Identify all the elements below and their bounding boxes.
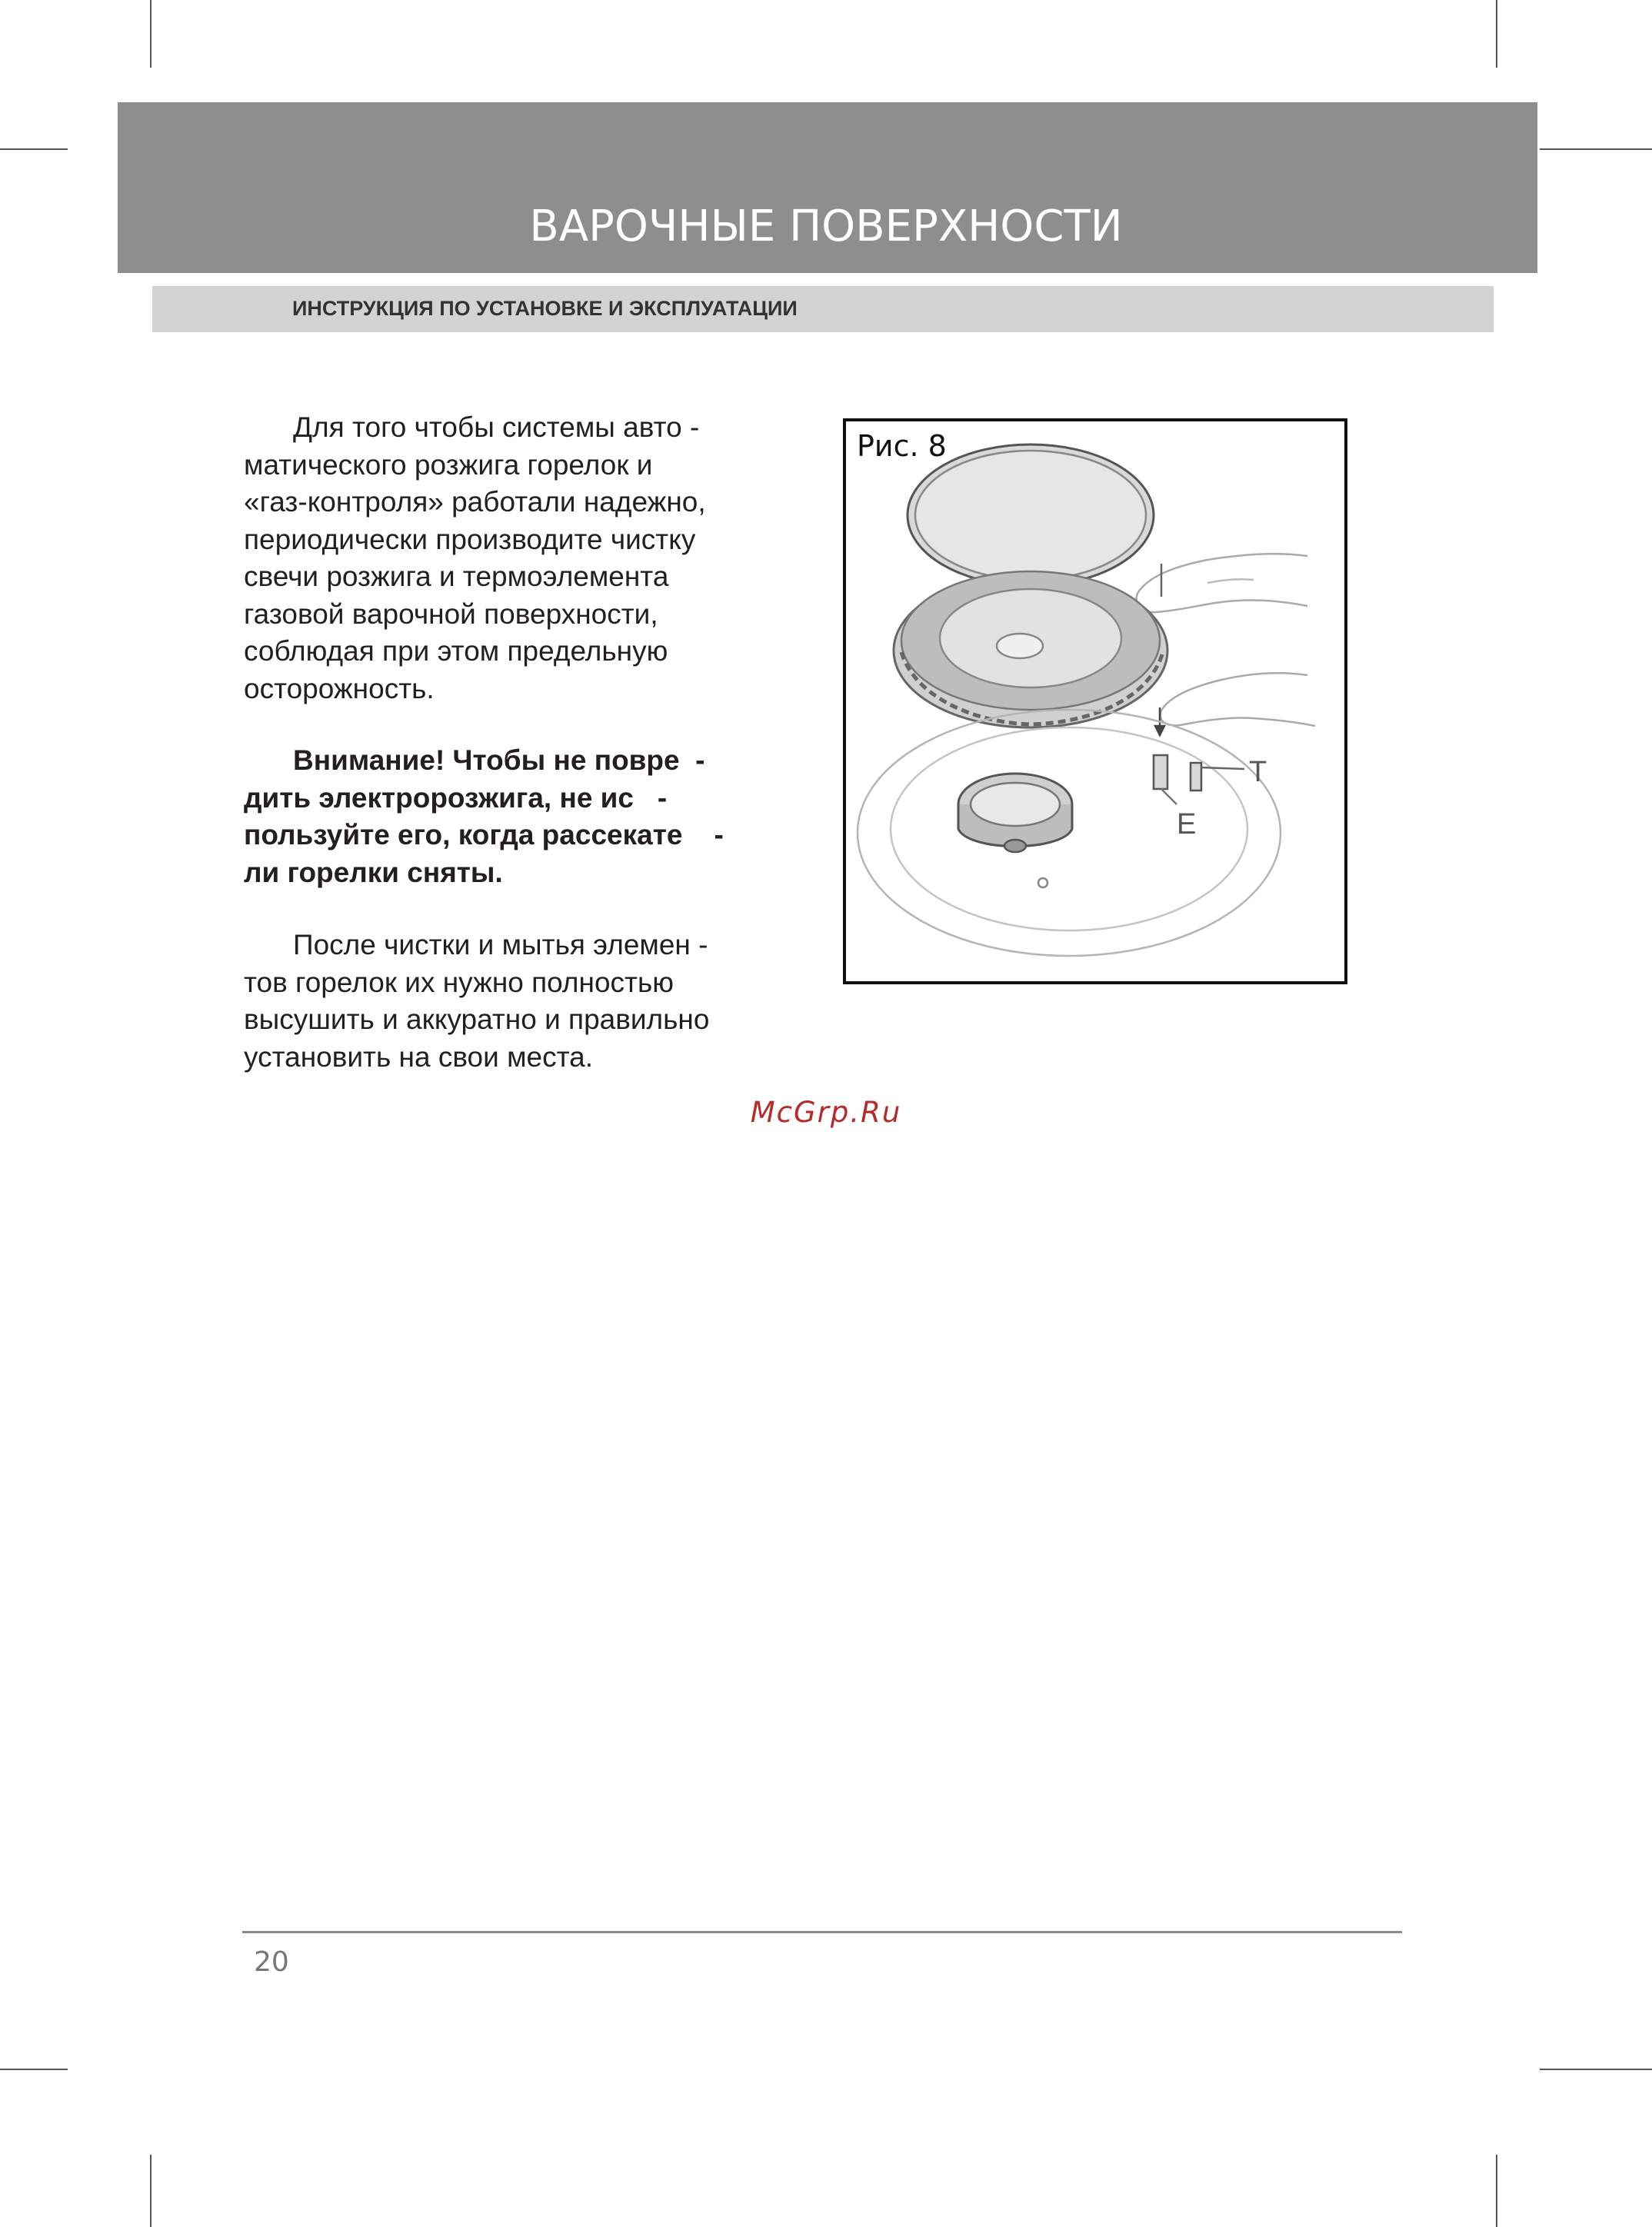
text-line: газовой варочной поверхности, bbox=[244, 598, 658, 630]
crop-mark bbox=[1540, 2069, 1652, 2070]
text-line: ли горелки сняты. bbox=[244, 856, 503, 888]
text-line: свечи розжига и термоэлемента bbox=[244, 561, 669, 592]
crop-mark bbox=[150, 0, 152, 68]
text-line: Внимание! Чтобы не повре - bbox=[293, 744, 705, 776]
hand-lower bbox=[1161, 673, 1315, 726]
figure-label: Рис. 8 bbox=[857, 429, 947, 463]
crop-mark bbox=[150, 2155, 152, 2227]
paragraph-drying bbox=[244, 927, 782, 1076]
text-line: После чистки и мытья элемен - bbox=[293, 929, 708, 960]
crop-mark bbox=[0, 148, 68, 150]
text-line: дить электророзжига, не ис - bbox=[244, 781, 668, 814]
text-line: периодически производите чистку bbox=[244, 523, 696, 555]
page-title: ВАРОЧНЫЕ ПОВЕРХНОСТИ bbox=[529, 201, 1123, 251]
paragraph-cleaning bbox=[244, 409, 782, 707]
crop-mark bbox=[1496, 2155, 1497, 2227]
text-line: матического розжига горелок и bbox=[244, 448, 653, 481]
section-subtitle: ИНСТРУКЦИЯ ПО УСТАНОВКЕ И ЭКСПЛУАТАЦИИ bbox=[292, 297, 798, 320]
text-line: соблюдая при этом предельную bbox=[244, 635, 668, 667]
thermocouple bbox=[1191, 763, 1201, 791]
footer-rule bbox=[242, 1931, 1402, 1933]
text-line: осторожность. bbox=[244, 672, 435, 704]
callout-t: T bbox=[1249, 756, 1267, 788]
text-line: тов горелок их нужно полностью bbox=[244, 966, 674, 998]
callout-e: E bbox=[1177, 808, 1197, 841]
text-line: пользуйте его, когда рассекате - bbox=[244, 819, 724, 851]
text-line: высушить и аккуратно и правильно bbox=[244, 1004, 710, 1035]
text-line: Для того чтобы системы авто - bbox=[293, 411, 700, 443]
crop-mark bbox=[1496, 0, 1497, 68]
paragraph-warning bbox=[244, 742, 782, 891]
watermark: McGrp.Ru bbox=[750, 1096, 902, 1129]
crop-mark bbox=[1540, 148, 1652, 150]
text-line: «газ-контроля» работали надежно, bbox=[244, 486, 706, 518]
burner-illustration bbox=[846, 421, 1344, 981]
page-number: 20 bbox=[254, 1946, 289, 1978]
text-line: установить на свои места. bbox=[244, 1040, 593, 1073]
igniter bbox=[1154, 755, 1167, 789]
crop-mark bbox=[0, 2069, 68, 2070]
